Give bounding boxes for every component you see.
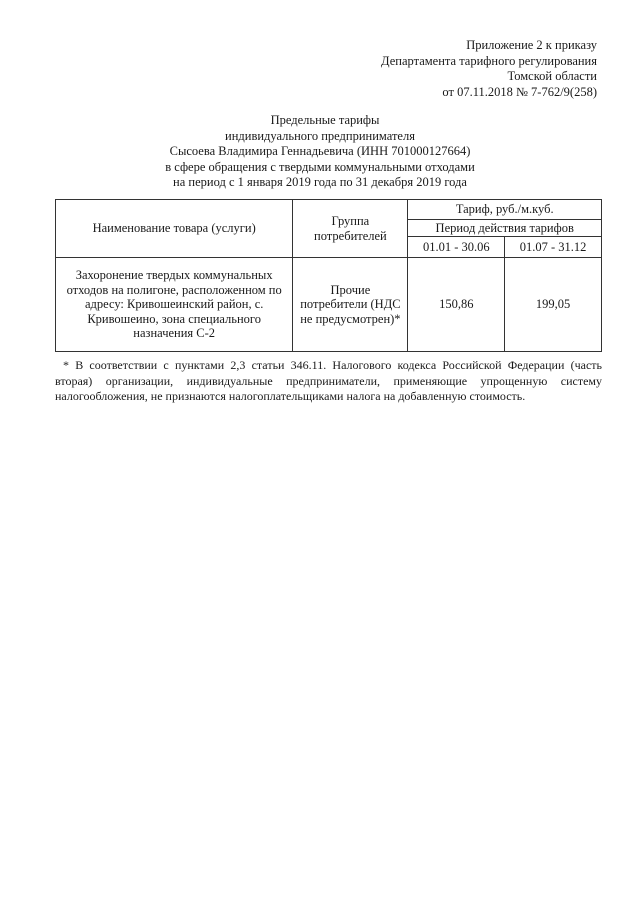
title-line-2: индивидуального предпринимателя: [225, 128, 415, 143]
attachment-note: [381, 38, 597, 100]
header-period: Период действия тарифов: [408, 220, 602, 237]
document-title: [0, 113, 640, 191]
tariff-table: [55, 199, 602, 352]
cell-service-name: Захоронение твердых коммунальных отходов на полигоне, расположенном по адресу: Кривошеинский район, с. Кривошеино, зона специального назначения С-2: [56, 258, 293, 352]
table-header-row: [56, 200, 602, 220]
header-tariff: Тариф, руб./м.куб.: [408, 200, 602, 220]
attachment-line-3: Томской области: [507, 69, 597, 84]
cell-tariff-period-2: 199,05: [505, 258, 602, 352]
header-period-1: 01.01 - 30.06: [408, 237, 505, 258]
footnote: * В соответствии с пунктами 2,3 статьи 346.11. Налогового кодекса Российской Федерации (часть вторая) организации, индивидуальные предприниматели, применяющие упрощенную систему налогообложения, не признаются налогоплательщиками налога на добавленную стоимость.: [55, 358, 602, 403]
attachment-line-1: Приложение 2 к приказу: [466, 38, 597, 52]
title-line-3: Сысоева Владимира Геннадьевича (ИНН 701000127664): [169, 144, 471, 159]
header-period-2: 01.07 - 31.12: [505, 237, 602, 258]
attachment-line-2: Департамента тарифного регулирования: [381, 53, 597, 68]
title-line-5: на период с 1 января 2019 года по 31 декабря 2019 года: [173, 175, 467, 190]
title-line-4: в сфере обращения с твердыми коммунальными отходами: [165, 159, 475, 174]
table-row: [56, 258, 602, 352]
header-group: Группа потребителей: [293, 200, 408, 258]
cell-tariff-period-1: 150,86: [408, 258, 505, 352]
header-name: Наименование товара (услуги): [56, 200, 293, 258]
title-line-1: Предельные тарифы: [270, 113, 380, 127]
attachment-line-4: от 07.11.2018 № 7-762/9(258): [442, 84, 597, 99]
cell-consumer-group: Прочие потребители (НДС не предусмотрен)*: [293, 258, 408, 352]
